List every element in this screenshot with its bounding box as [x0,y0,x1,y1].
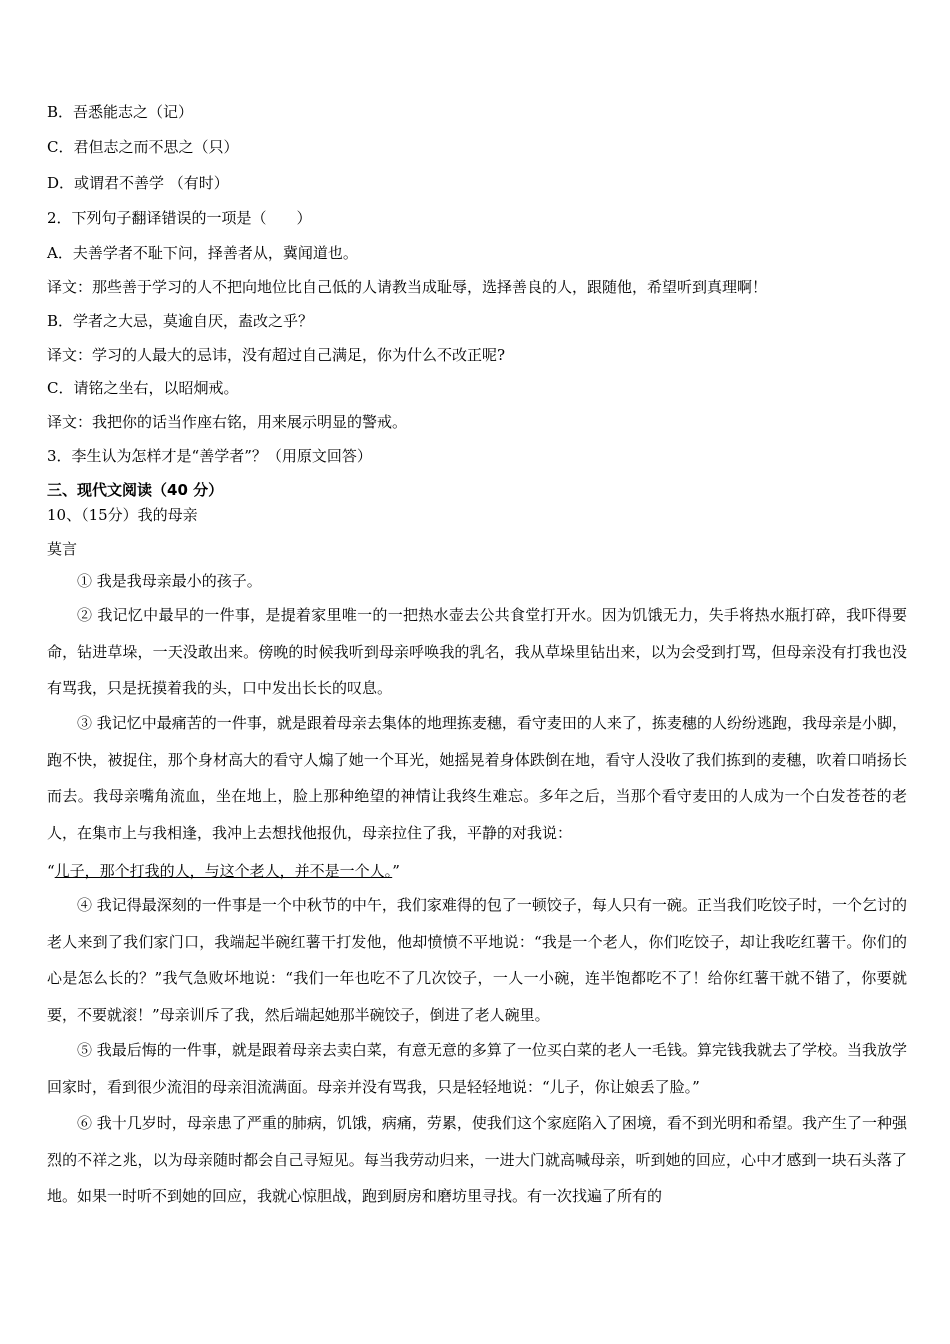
q2-option-a-translation: 译文：那些善于学习的人不把向地位比自己低的人请教当成耻辱，选择善良的人，跟随他，希望听到真理啊！ [47,278,768,296]
quote-close: ” [392,862,400,880]
paragraph-3-quote [47,861,400,881]
paragraph-2: ② 我记忆中最早的一件事，是提着家里唯一的一把热水壶去公共食堂打开水。因为饥饿无力，失手将热水瓶打碎，我吓得要命，钻进草垛，一天没敢出来。傍晚的时候我听到母亲呼唤我的乳名，我从草垛里钻出来，以为会受到打骂，但母亲没有打我也没有骂我，只是抚摸着我的头，口中发出长长的叹息。 [47,606,907,697]
q2-option-c: C．请铭之坐右，以昭炯戒。 [47,379,239,397]
q3-stem: 3．李生认为怎样才是“善学者”？（用原文回答） [47,447,372,465]
q2-option-b-translation: 译文：学习的人最大的忌讳，没有超过自己满足，你为什么不改正呢? [47,346,506,364]
q2-option-c-translation: 译文：我把你的话当作座右铭，用来展示明显的警戒。 [47,413,408,431]
paragraph-1: ① 我是我母亲最小的孩子。 [77,572,262,590]
paragraph-3: ③ 我记忆中最痛苦的一件事，就是跟着母亲去集体的地理拣麦穗，看守麦田的人来了，拣麦穗的人纷纷逃跑，我母亲是小脚，跑不快，被捉住，那个身材高大的看守人煽了她一个耳光，她摇晃着身体跌倒在地，看守人没收了我们拣到的麦穗，吹着口哨扬长而去。我母亲嘴角流血，坐在地上，脸上那种绝望的神情让我终生难忘。多年之后，当那个看守麦田的人成为一个白发苍苍的老人，在集市上与我相逢，我冲上去想找他报仇，母亲拉住了我，平静的对我说： [47,714,907,842]
q1-option-d: D．或谓君不善学 （有时） [47,174,229,192]
q2-option-a: A．夫善学者不耻下问，择善者从，冀闻道也。 [47,244,358,262]
q1-option-b: B．吾悉能志之（记） [47,103,194,121]
quote-open: “ [47,862,55,880]
q1-option-c: C．君但志之而不思之（只） [47,138,239,156]
q2-stem: 2．下列句子翻译错误的一项是（ ） [47,209,312,227]
paragraph-6: ⑥ 我十几岁时，母亲患了严重的肺病，饥饿，病痛，劳累，使我们这个家庭陷入了困境，看不到光明和希望。我产生了一种强烈的不祥之兆，以为母亲随时都会自己寻短见。每当我劳动归来，一进大门就高喊母亲，听到她的回应，心中才感到一块石头落了地。如果一时听不到她的回应，我就心惊胆战，跑到厨房和磨坊里寻找。有一次找遍了所有的 [47,1114,907,1205]
section-title: 三、现代文阅读（40 分） [47,481,224,499]
item-title: 10、（15分）我的母亲 [47,506,198,524]
q2-option-b: B．学者之大忌，莫逾自厌，盍改之乎？ [47,312,314,330]
paragraph-4: ④ 我记得最深刻的一件事是一个中秋节的中午，我们家难得的包了一顿饺子，每人只有一碗。正当我们吃饺子时，一个乞讨的老人来到了我们家门口，我端起半碗红薯干打发他，他却愤愤不平地说：“我是一个老人，你们吃饺子，却让我吃红薯干。你们的心是怎么长的？”我气急败坏地说：“我们一年也吃不了几次饺子，一人一小碗，连半饱都吃不了！给你红薯干就不错了，你要就要，不要就滚！”母亲训斥了我，然后端起她那半碗饺子，倒进了老人碗里。 [47,896,907,1024]
author: 莫言 [47,540,78,558]
paragraph-5: ⑤ 我最后悔的一件事，就是跟着母亲去卖白菜，有意无意的多算了一位买白菜的老人一毛钱。算完钱我就去了学校。当我放学回家时，看到很少流泪的母亲泪流满面。母亲并没有骂我，只是轻轻地说：“儿子，你让娘丢了脸。” [47,1041,907,1096]
underlined-quote: 儿子，那个打我的人，与这个老人，并不是一个人。 [54,862,393,880]
